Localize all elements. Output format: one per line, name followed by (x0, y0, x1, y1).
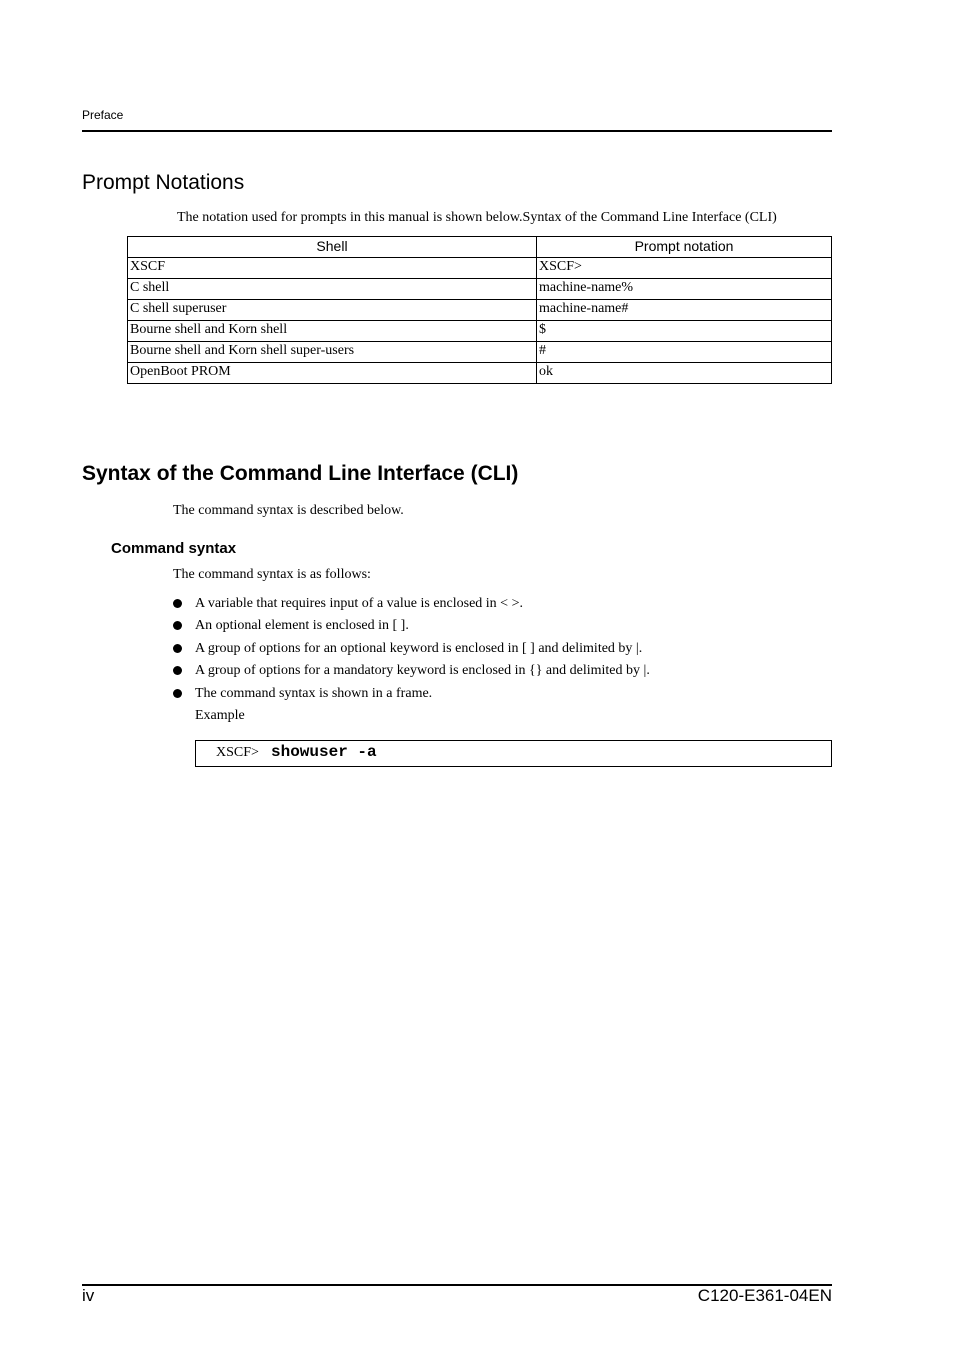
document-id: C120-E361-04EN (697, 1286, 832, 1305)
cli-description: The command syntax is described below. (173, 503, 404, 518)
prompt-cell: # (537, 342, 832, 363)
table-row (128, 258, 832, 279)
table-row (128, 300, 832, 321)
prompt-cell: $ (537, 321, 832, 342)
table-row (128, 279, 832, 300)
prompt-notation-table (127, 236, 832, 384)
running-header: Preface (82, 108, 124, 122)
example-prompt: XSCF> (216, 745, 259, 760)
page-number: iv (82, 1286, 95, 1305)
list-item (172, 683, 650, 705)
list-item (172, 593, 650, 615)
shell-cell: OpenBoot PROM (128, 363, 537, 384)
example-command: showuser -a (271, 743, 377, 761)
command-syntax-intro: The command syntax is as follows: (173, 567, 371, 582)
prompt-cell: ok (537, 363, 832, 384)
column-header-prompt-notation: Prompt notation (537, 237, 832, 258)
table-header-row (128, 237, 832, 258)
bullet-icon (173, 666, 182, 675)
prompt-cell: XSCF> (537, 258, 832, 279)
cli-syntax-heading: Syntax of the Command Line Interface (CLI) (82, 462, 519, 485)
shell-cell: C shell (128, 279, 537, 300)
syntax-rules-list (172, 593, 650, 705)
header-rule (82, 130, 832, 132)
bullet-icon (173, 689, 182, 698)
command-syntax-heading: Command syntax (111, 540, 237, 557)
shell-cell: C shell superuser (128, 300, 537, 321)
bullet-icon (173, 599, 182, 608)
example-label: Example (195, 708, 245, 723)
prompt-cell: machine-name# (537, 300, 832, 321)
prompt-cell: machine-name% (537, 279, 832, 300)
list-item-text: A group of options for an optional keyword is enclosed in [ ] and delimited by |. (195, 640, 643, 656)
table-row (128, 363, 832, 384)
list-item (172, 660, 650, 682)
list-item-text: A variable that requires input of a value is enclosed in < >. (195, 596, 523, 611)
list-item-text: The command syntax is shown in a frame. (195, 685, 433, 701)
example-code-frame (195, 740, 832, 767)
column-header-shell: Shell (128, 237, 537, 258)
bullet-icon (173, 621, 182, 630)
bullet-icon (173, 644, 182, 653)
list-item-text: An optional element is enclosed in [ ]. (195, 618, 409, 634)
list-item-text: A group of options for a mandatory keyword is enclosed in {} and delimited by |. (195, 663, 650, 679)
shell-cell: Bourne shell and Korn shell super-users (128, 342, 537, 363)
table-row (128, 342, 832, 363)
table-row (128, 321, 832, 342)
prompt-notations-intro: The notation used for prompts in this manual is shown below.Syntax of the Command Line Interface (CLI) (177, 210, 777, 225)
prompt-notations-heading: Prompt Notations (82, 171, 245, 194)
shell-cell: Bourne shell and Korn shell (128, 321, 537, 342)
shell-cell: XSCF (128, 258, 537, 279)
list-item (172, 638, 650, 660)
list-item (172, 615, 650, 637)
